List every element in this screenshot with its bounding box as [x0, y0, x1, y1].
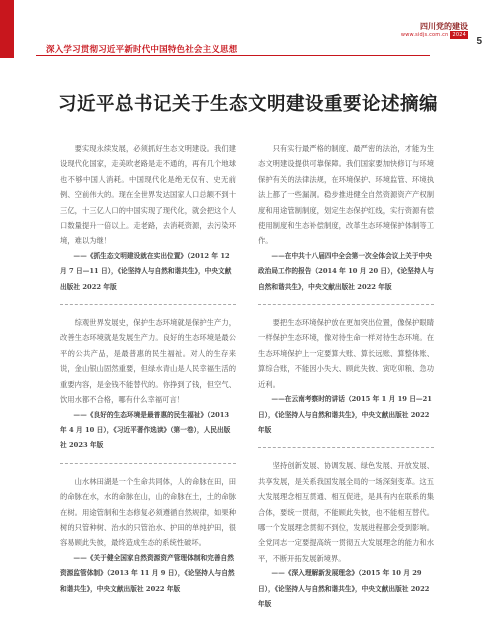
excerpt-source: ——《关于健全国家自然资源资产管理体制和完善自然资源监管体制》（2013 年 11 月 9 日），《论坚持人与自然和谐共生》，中央文献出版社 2022 年版	[60, 553, 235, 593]
column-title-part2: 新时代中国特色社会主义思想	[124, 45, 238, 55]
excerpt-text: 要把生态环境保护放在更加突出位置，像保护眼睛一样保护生态环境，像对待生命一样对待生态环境。在生态环境保护上一定要算大账、算长远账、算整体账、算综合账，不能因小失大、顾此失彼、寅吃卯粮、急功近利。	[258, 318, 434, 389]
excerpt-text: 坚持创新发展、协调发展、绿色发展、开放发展、共享发展，是关系我国发展全局的一场深刻变革。这五大发展理念相互贯通、相互促进，是具有内在联系的集合体，要统一贯彻，不能顾此失彼，也不能相互替代。哪一个发展理念贯彻不到位，发展进程都会受到影响。全党同志一定要提高统一贯彻五大发展理念的能力和水平，不断开拓发展新境界。	[258, 461, 434, 563]
header-red-bar	[0, 0, 14, 58]
excerpt-text: 山水林田湖是一个生命共同体，人的命脉在田，田的命脉在水，水的命脉在山，山的命脉在土，土的命脉在树。用途管制和生态修复必须遵循自然规律，如果种树的只管种树、治水的只管治水、护田的单纯护田，很容易顾此失彼，最终造成生态的系统性破坏。	[60, 476, 236, 548]
brand-name: 四川党的建设	[420, 21, 468, 31]
section-divider	[258, 447, 434, 448]
section-divider	[60, 463, 236, 464]
brand-year: 2024	[452, 32, 466, 38]
left-column	[60, 141, 236, 597]
page-number: 5	[476, 36, 482, 47]
excerpt-source: ——《深入理解新发展理念》（2015 年 10 月 29 日），《论坚持人与自然和谐共生》，中央文献出版社 2022 年版	[258, 569, 430, 608]
excerpt-text: 只有实行最严格的制度、最严密的法治，才能为生态文明建设提供可靠保障。我们国家要加快修订与环境保护有关的法律法规，在环境保护、环境监管、环境执法上都了一些漏洞。稳步推进健全自然资源资产产权制度和用途管制制度，划定生态保护红线，实行资源有偿使用制度和生态补偿制度，改革生态环境保护体制等工作。	[258, 144, 434, 246]
page-title: 习近平总书记关于生态文明建设重要论述摘编	[57, 94, 438, 115]
excerpt-source: ——在云南考察时的讲话（2015 年 1 月 19 日—21 日），《论坚持人与自然和谐共生》，中央文献出版社 2022 年版	[258, 395, 432, 434]
brand-url-line	[401, 31, 468, 39]
excerpt-text: 综观世界发展史，保护生态环境就是保护生产力，改善生态环境就是发展生产力。良好的生态环境是最公平的公共产品，是最普惠的民生福祉。对人的生存来说，金山银山固然重要，但绿水青山是人民幸福生活的重要内容，是金钱不能替代的。你挣到了钱，但空气、饮用水都不合格，哪有什么幸福可言！	[60, 318, 236, 405]
column-title	[46, 43, 237, 55]
header-divider	[36, 55, 430, 56]
right-column	[258, 141, 434, 612]
column-title-part1: 深入学习贯彻习近平	[46, 45, 125, 55]
excerpt-source: ——《抓生态文明建设就在实出位置》（2012 年 12 月 7 日—11 日），《论坚持人与自然和谐共生》，中央文献出版社 2022 年版	[60, 251, 232, 291]
magazine-brand	[401, 21, 468, 39]
excerpt-text: 要实现永续发展，必须抓好生态文明建设。我们建设现代化国家，走美欧老路是走不通的，再有几个地球也不够中国人消耗。中国现代化是绝无仅有、史无前例、空前伟大的。现在全世界发达国家人口总额不到十三亿，十三亿人口的中国实现了现代化，就会把这个人口数量提升一倍以上。走老路，去消耗资源，去污染环境，难以为继！	[60, 144, 236, 246]
page-header	[0, 0, 496, 58]
section-divider	[258, 304, 434, 305]
excerpt-source: ——在中共十八届四中全会第一次全体会议上关于中央政治局工作的报告（2014 年 10 月 20 日），《论坚持人与自然和谐共生》，中央文献出版社 2022 年版	[258, 251, 434, 291]
section-divider	[60, 304, 236, 305]
excerpt-source: ——《良好的生态环境是最普惠的民生福祉》（2013 年 4 月 10 日），《习近平著作选读》（第一卷），人民出版社 2023 年版	[60, 410, 231, 450]
brand-url: www.sidjs.com.cn	[400, 32, 449, 38]
